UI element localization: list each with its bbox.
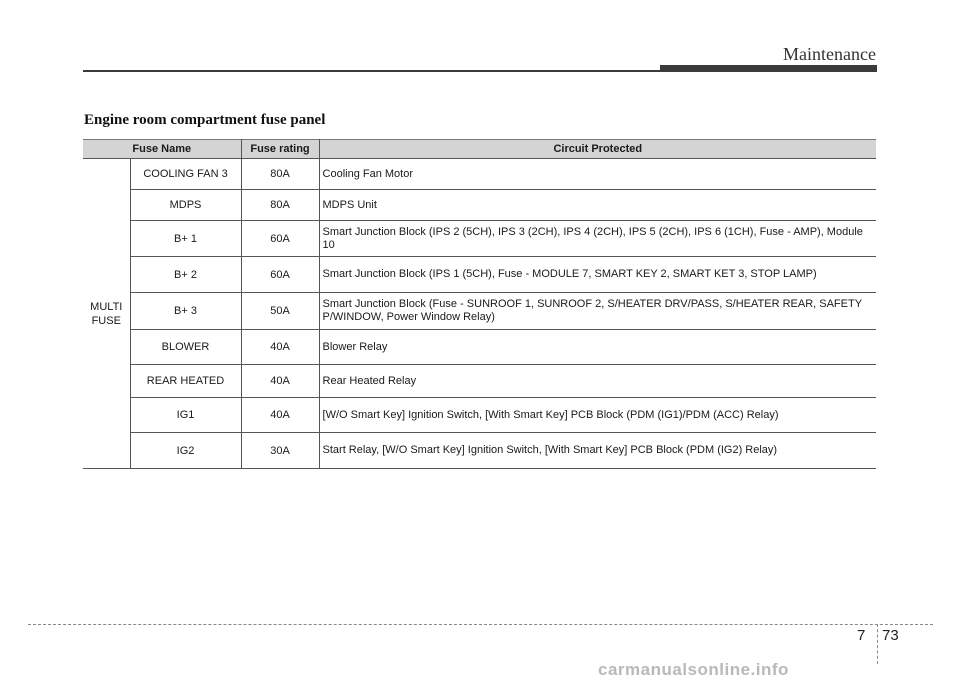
circuit-cell: Smart Junction Block (Fuse - SUNROOF 1, SUNROOF 2, S/HEATER DRV/PASS, S/HEATER REAR, SAFETY P/WINDOW, Power Window Relay) <box>319 293 876 330</box>
column-header-circuit-protected: Circuit Protected <box>319 140 876 159</box>
fuse-name-cell: COOLING FAN 3 <box>130 159 241 190</box>
header-rule-thick <box>660 65 877 72</box>
table-row <box>83 190 876 221</box>
table-header-row <box>83 140 876 159</box>
fuse-name-cell: IG1 <box>130 398 241 433</box>
table-row <box>83 221 876 257</box>
group-label-line2: FUSE <box>91 314 121 327</box>
watermark: carmanualsonline.info <box>598 660 789 679</box>
fuse-name-cell: BLOWER <box>130 330 241 365</box>
fuse-table <box>83 139 876 469</box>
section-title: Maintenance <box>783 44 876 64</box>
fuse-rating-cell: 60A <box>241 221 319 257</box>
page-number: 73 <box>882 627 899 644</box>
footer-dashed-divider <box>877 624 878 664</box>
fuse-rating-cell: 80A <box>241 159 319 190</box>
fuse-name-cell: IG2 <box>130 433 241 469</box>
fuse-rating-cell: 40A <box>241 398 319 433</box>
circuit-cell: Smart Junction Block (IPS 1 (5CH), Fuse - MODULE 7, SMART KEY 2, SMART KET 3, STOP LAMP) <box>319 257 876 293</box>
table-row <box>83 159 876 190</box>
table-row <box>83 257 876 293</box>
column-header-fuse-rating: Fuse rating <box>241 140 319 159</box>
fuse-rating-cell: 30A <box>241 433 319 469</box>
fuse-name-cell: B+ 2 <box>130 257 241 293</box>
fuse-name-cell: B+ 1 <box>130 221 241 257</box>
group-label-line1: MULTI <box>90 300 123 313</box>
fuse-rating-cell: 40A <box>241 330 319 365</box>
circuit-cell: MDPS Unit <box>319 190 876 221</box>
page-heading: Engine room compartment fuse panel <box>84 112 326 128</box>
table-row <box>83 398 876 433</box>
table-row <box>83 365 876 398</box>
table-row <box>83 433 876 469</box>
column-header-fuse-name: Fuse Name <box>83 140 241 159</box>
fuse-name-cell: MDPS <box>130 190 241 221</box>
fuse-rating-cell: 80A <box>241 190 319 221</box>
fuse-rating-cell: 40A <box>241 365 319 398</box>
fuse-name-cell: B+ 3 <box>130 293 241 330</box>
footer-dashed-rule <box>28 624 933 625</box>
circuit-cell: Rear Heated Relay <box>319 365 876 398</box>
circuit-cell: Smart Junction Block (IPS 2 (5CH), IPS 3 (2CH), IPS 4 (2CH), IPS 5 (2CH), IPS 6 (1CH), Fuse - AMP), Module 10 <box>319 221 876 257</box>
fuse-rating-cell: 50A <box>241 293 319 330</box>
chapter-number: 7 <box>857 627 866 644</box>
group-label <box>83 159 130 469</box>
circuit-cell: Start Relay, [W/O Smart Key] Ignition Switch, [With Smart Key] PCB Block (PDM (IG2) Relay) <box>319 433 876 469</box>
table-row <box>83 330 876 365</box>
header-rule-thin <box>83 70 660 72</box>
fuse-rating-cell: 60A <box>241 257 319 293</box>
circuit-cell: [W/O Smart Key] Ignition Switch, [With Smart Key] PCB Block (PDM (IG1)/PDM (ACC) Relay) <box>319 398 876 433</box>
circuit-cell: Blower Relay <box>319 330 876 365</box>
fuse-name-cell: REAR HEATED <box>130 365 241 398</box>
circuit-cell: Cooling Fan Motor <box>319 159 876 190</box>
table-row <box>83 293 876 330</box>
